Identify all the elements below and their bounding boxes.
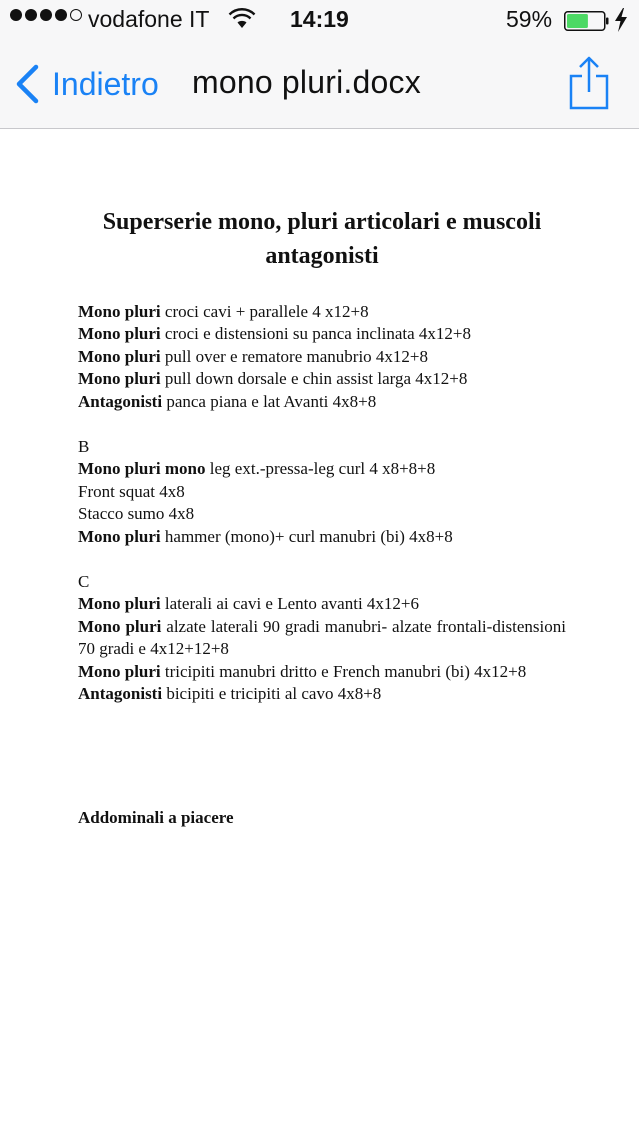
exercise-line [78,301,566,323]
signal-dot [40,9,52,21]
clock: 14:19 [290,6,349,32]
section-b [78,458,566,548]
section-c-label: C [78,572,90,592]
exercise-line [78,661,566,683]
signal-dot [55,9,67,21]
exercise-type: Mono pluri [78,616,162,636]
exercise-line [78,526,566,548]
page-title: mono pluri.docx [192,64,421,100]
exercise-text: pull down dorsale e chin assist larga 4x12+8 [160,369,468,389]
exercise-text: leg ext.-pressa-leg curl 4 x8+8+8 [205,459,436,479]
exercise-type: Antagonisti [78,684,163,704]
back-button[interactable] [14,64,159,104]
exercise-line [78,346,566,368]
exercise-type: Mono pluri [78,369,161,389]
exercise-line [78,368,566,390]
exercise-text: panca piana e lat Avanti 4x8+8 [162,391,377,411]
chevron-left-icon [14,64,40,104]
exercise-line [78,683,566,705]
footer-note: Addominali a piacere [78,808,234,827]
exercise-text: Front squat 4x8 [78,481,185,501]
exercise-line [78,616,566,661]
status-bar [0,0,639,42]
exercise-line [78,458,566,480]
exercise-line [78,391,566,413]
exercise-text: laterali ai cavi e Lento avanti 4x12+6 [160,594,420,614]
signal-strength-icon [10,9,82,21]
back-button-label: Indietro [52,65,159,102]
exercise-text: Stacco sumo 4x8 [78,504,195,524]
exercise-text: pull over e rematore manubrio 4x12+8 [160,346,428,366]
exercise-text: tricipiti manubri dritto e French manubri (bi) 4x12+8 [160,661,527,681]
section-b-label: B [78,437,90,457]
battery-icon [564,11,609,31]
exercise-line [78,503,566,525]
exercise-type: Mono pluri [78,661,161,681]
document-title: Superserie mono, pluri articolari e muscoli antagonisti [102,209,542,269]
exercise-line [78,323,566,345]
signal-dot [25,9,37,21]
document-body [78,205,566,706]
share-icon[interactable] [568,56,610,112]
navigation-bar [0,42,639,128]
top-bar [0,0,639,129]
exercise-type: Mono pluri [78,346,161,366]
exercise-type: Mono pluri mono [78,459,206,479]
exercise-type: Mono pluri [78,526,161,546]
battery-level-fill [567,14,588,28]
section-c [78,593,566,705]
exercise-line [78,481,566,503]
carrier-name: vodafone IT [88,6,210,32]
exercise-line [78,593,566,615]
exercise-type: Mono pluri [78,302,161,321]
charging-bolt-icon [614,8,628,32]
battery-percent: 59% [506,6,553,32]
exercise-text: alzate laterali 90 gradi manubri- alzate frontali-distensioni 70 gradi e 4x12+12+8 [78,616,566,659]
exercise-text: croci cavi + parallele 4 x12+8 [160,302,369,321]
exercise-text: bicipiti e tricipiti al cavo 4x8+8 [162,684,382,704]
section-a [78,301,566,413]
exercise-type: Mono pluri [78,324,161,344]
exercise-type: Mono pluri [78,594,161,614]
signal-dot [10,9,22,21]
wifi-icon [228,8,256,30]
exercise-text: croci e distensioni su panca inclinata 4x12+8 [160,324,471,344]
signal-dot [70,9,82,21]
exercise-type: Antagonisti [78,391,163,411]
exercise-text: hammer (mono)+ curl manubri (bi) 4x8+8 [160,526,453,546]
